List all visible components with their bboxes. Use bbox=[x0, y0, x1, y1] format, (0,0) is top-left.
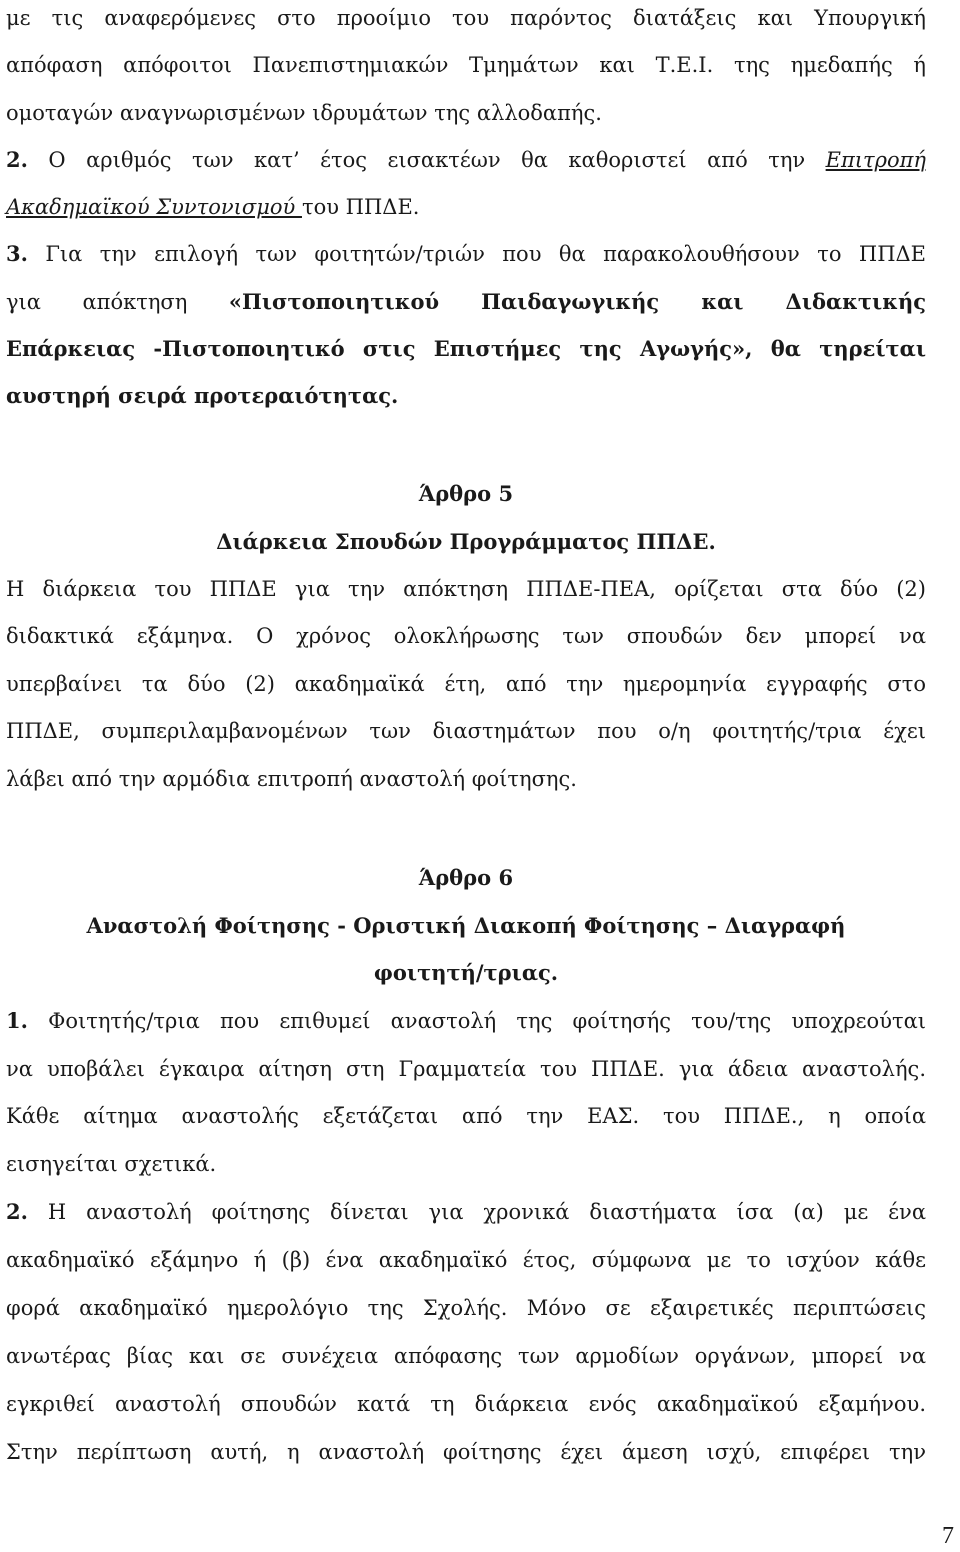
article-6-line: εισηγείται σχετικά. bbox=[6, 1152, 217, 1176]
article-5-subheading: Διάρκεια Σπουδών Προγράμματος ΠΠΔΕ. bbox=[216, 529, 716, 554]
article-6-line: ανωτέρας βίας και σε συνέχεια απόφασης των αρμοδίων οργάνων, μπορεί να bbox=[6, 1344, 926, 1368]
paragraph-2-line bbox=[6, 193, 926, 221]
article-5-line: διδακτικά εξάμηνα. Ο χρόνος ολοκλήρωσης των σπουδών δεν μπορεί να bbox=[6, 624, 926, 648]
item-number: 1. bbox=[6, 1008, 28, 1033]
committee-name: Επιτροπή bbox=[825, 148, 926, 172]
article-6-line: Στην περίπτωση αυτή, η αναστολή φοίτησης έχει άμεση ισχύ, επιφέρει την bbox=[6, 1440, 926, 1464]
text-line: με τις αναφερόμενες στο προοίμιο του παρόντος διατάξεις και Υπουργική bbox=[6, 6, 926, 30]
article-6-subheading: φοιτητή/τριας. bbox=[373, 960, 559, 985]
page-number: 7 bbox=[942, 1523, 954, 1549]
article-5-line: Η διάρκεια του ΠΠΔΕ για την απόκτηση ΠΠΔΕ-ΠΕΑ, ορίζεται στα δύο (2) bbox=[6, 577, 926, 601]
article-6-line bbox=[6, 1007, 926, 1035]
article-6-line: να υποβάλει έγκαιρα αίτηση στη Γραμματεία του ΠΠΔΕ. για άδεια αναστολής. bbox=[6, 1057, 926, 1081]
article-5-line: λάβει από την αρμόδια επιτροπή αναστολή φοίτησης. bbox=[6, 767, 577, 791]
article-5-line: υπερβαίνει τα δύο (2) ακαδημαϊκά έτη, από την ημερομηνία εγγραφής στο bbox=[6, 672, 926, 696]
text-span: του ΠΠΔΕ. bbox=[301, 195, 420, 219]
item-number: 2. bbox=[6, 147, 28, 172]
text-span: Η αναστολή φοίτησης δίνεται για χρονικά διαστήματα ίσα (α) με ένα bbox=[27, 1200, 926, 1224]
text-span: Για την επιλογή των φοιτητών/τριών που θα παρακολουθήσουν το ΠΠΔΕ bbox=[27, 242, 926, 266]
certificate-title-line: αυστηρή σειρά προτεραιότητας. bbox=[6, 383, 399, 408]
committee-name: Ακαδημαϊκού Συντονισμού bbox=[6, 195, 302, 219]
paragraph-2-line bbox=[6, 146, 926, 174]
text-span: για απόκτηση bbox=[6, 290, 229, 314]
article-6-line bbox=[6, 1198, 926, 1226]
article-6-line: ακαδημαϊκό εξάμηνο ή (β) ένα ακαδημαϊκό έτος, σύμφωνα με το ισχύον κάθε bbox=[6, 1248, 926, 1272]
text-span: Ο αριθμός των κατ’ έτος εισακτέων θα καθοριστεί από την bbox=[27, 148, 826, 172]
paragraph-3-line bbox=[6, 240, 926, 268]
text-line: απόφαση απόφοιτοι Πανεπιστημιακών Τμημάτων και Τ.Ε.Ι. της ημεδαπής ή bbox=[6, 53, 926, 77]
item-number: 3. bbox=[6, 241, 28, 266]
item-number: 2. bbox=[6, 1199, 28, 1224]
article-6-subheading: Αναστολή Φοίτησης - Οριστική Διακοπή Φοίτησης – Διαγραφή bbox=[86, 913, 846, 938]
article-5-line: ΠΠΔΕ, συμπεριλαμβανομένων των διαστημάτων που ο/η φοιτητής/τρια έχει bbox=[6, 719, 926, 743]
article-6-line: φορά ακαδημαϊκό ημερολόγιο της Σχολής. Μόνο σε εξαιρετικές περιπτώσεις bbox=[6, 1296, 926, 1320]
paragraph-3-line bbox=[6, 288, 926, 316]
certificate-title: «Πιστοποιητικού Παιδαγωγικής και Διδακτικής bbox=[228, 289, 926, 314]
certificate-title-line: Επάρκειας -Πιστοποιητικό στις Επιστήμες της Αγωγής», θα τηρείται bbox=[6, 336, 926, 361]
text-span: Φοιτητής/τρια που επιθυμεί αναστολή της φοίτησής του/της υποχρεούται bbox=[27, 1009, 926, 1033]
article-6-heading: Άρθρο 6 bbox=[418, 865, 514, 890]
article-6-line: εγκριθεί αναστολή σπουδών κατά τη διάρκεια ενός ακαδημαϊκού εξαμήνου. bbox=[6, 1392, 926, 1416]
article-6-line: Κάθε αίτημα αναστολής εξετάζεται από την ΕΑΣ. του ΠΠΔΕ., η οποία bbox=[6, 1104, 926, 1128]
text-line: ομοταγών αναγνωρισμένων ιδρυμάτων της αλλοδαπής. bbox=[6, 101, 602, 125]
article-5-heading: Άρθρο 5 bbox=[418, 481, 514, 506]
